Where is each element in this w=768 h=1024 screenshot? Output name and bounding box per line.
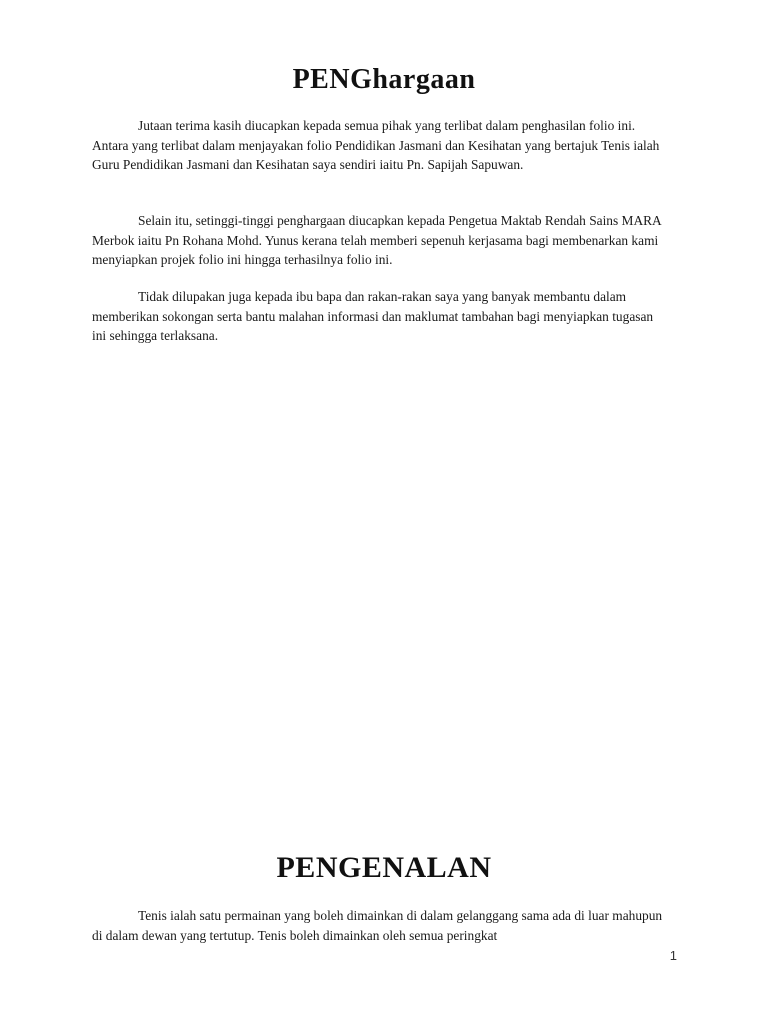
page-number: 1: [669, 948, 677, 963]
acknowledgement-paragraph-3: Tidak dilupakan juga kepada ibu bapa dan rakan-rakan saya yang banyak membantu dalam memberikan sokongan serta bantu malahan informasi dan maklumat tambahan bagi menyiapkan tugasan ini sehingga terlaksana.: [92, 289, 654, 344]
acknowledgement-heading: PENGhargaan: [292, 64, 476, 95]
acknowledgement-paragraph-2: Selain itu, setinggi-tinggi penghargaan diucapkan kepada Pengetua Maktab Rendah Sains MARA Merbok iaitu Pn Rohana Mohd. Yunus kerana telah memberi sepenuh kerjasama bagi membenarkan kami menyiapkan projek folio ini hingga terhasilnya folio ini.: [92, 213, 661, 268]
introduction-heading: PENGENALAN: [276, 851, 492, 884]
acknowledgement-paragraph-1: Jutaan terima kasih diucapkan kepada semua pihak yang terlibat dalam penghasilan folio ini. Antara yang terlibat dalam menjayakan folio Pendidikan Jasmani dan Kesihatan yang bertajuk Tenis ialah Guru Pendidikan Jasmani dan Kesihatan saya sendiri iaitu Pn. Sapijah Sapuwan.: [92, 118, 660, 173]
introduction-paragraph-1: Tenis ialah satu permainan yang boleh dimainkan di dalam gelanggang sama ada di luar mahupun di dalam dewan yang tertutup. Tenis boleh dimainkan oleh semua peringkat: [92, 908, 663, 943]
